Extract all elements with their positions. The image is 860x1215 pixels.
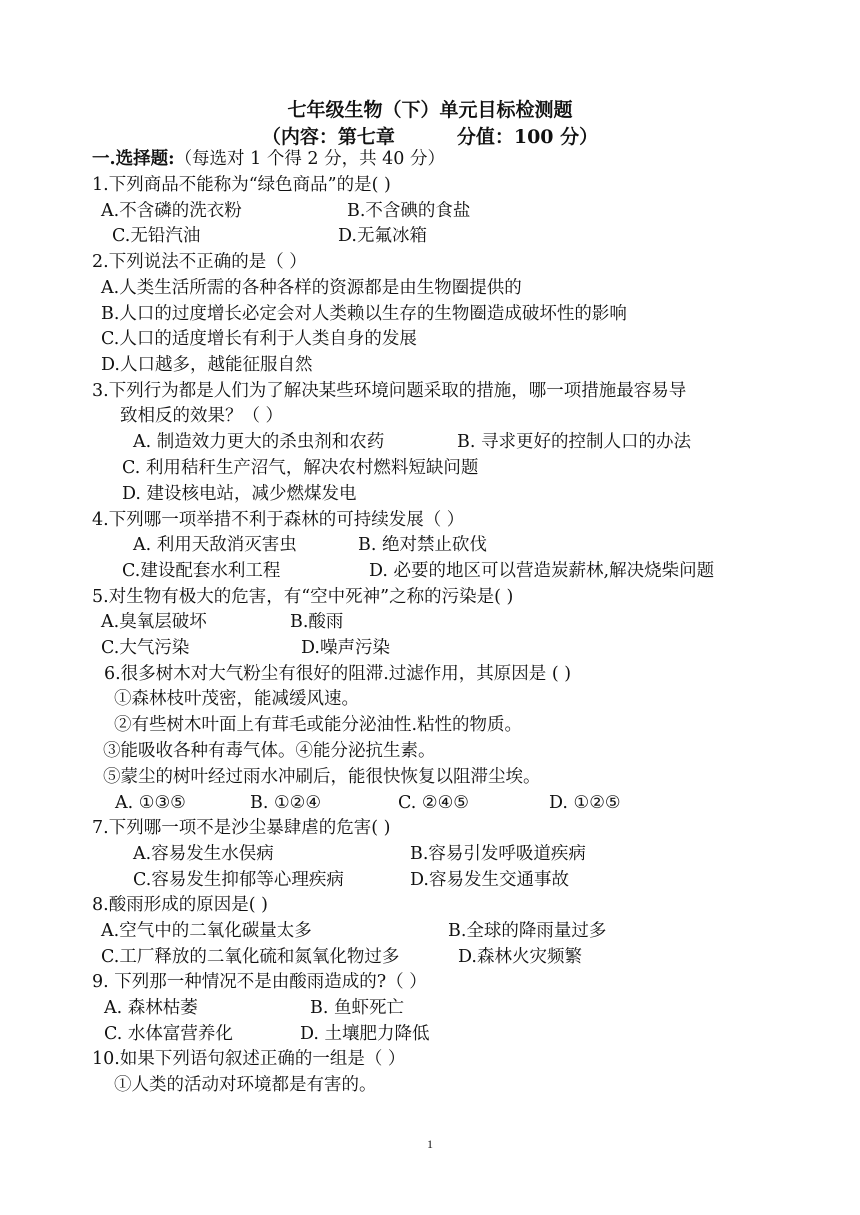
q3-option-d: D. 建设核电站，减少燃煤发电: [122, 484, 357, 504]
q1-option-b: B.不含碘的食盐: [347, 201, 471, 221]
q4-option-a: A. 利用天敌消灭害虫: [133, 535, 297, 555]
q9-option-b: B. 鱼虾死亡: [310, 998, 404, 1018]
question-8: 8.酸雨形成的原因是( ): [92, 895, 268, 915]
q1-option-d: D.无氟冰箱: [338, 226, 427, 246]
question-10: 10.如果下列语句叙述正确的一组是（ ）: [92, 1049, 406, 1069]
q2-option-a: A.人类生活所需的各种各样的资源都是由生物圈提供的: [101, 278, 522, 298]
q8-option-d: D.森林火灾频繁: [458, 947, 582, 967]
q3-option-a: A. 制造效力更大的杀虫剂和农药: [133, 432, 385, 452]
page-number: 1: [427, 1137, 433, 1151]
q8-option-a: A.空气中的二氧化碳量太多: [101, 921, 312, 941]
section-heading: [92, 147, 445, 171]
question-6: 6.很多树木对大气粉尘有很好的阻滞.过滤作用，其原因是 ( ): [104, 664, 572, 684]
q10-statement-1: ①人类的活动对环境都是有害的。: [114, 1075, 377, 1095]
q1-option-c: C.无铅汽油: [112, 226, 201, 246]
q6-statement-1: ①森林枝叶茂密，能减缓风速。: [114, 689, 359, 709]
question-5: 5.对生物有极大的危害，有“空中死神”之称的污染是( ): [92, 587, 514, 607]
q6-option-d: D. ①②⑤: [549, 793, 621, 813]
q5-option-c: C.大气污染: [101, 638, 190, 658]
q3-option-b: B. 寻求更好的控制人口的办法: [457, 432, 691, 452]
q6-option-b: B. ①②④: [250, 793, 322, 813]
subtitle-content: （内容：第七章: [261, 126, 395, 148]
q1-option-a: A.不含磷的洗衣粉: [101, 201, 242, 221]
q5-option-a: A.臭氧层破坏: [101, 612, 207, 632]
q9-option-c: C. 水体富营养化: [104, 1024, 233, 1044]
q8-option-c: C.工厂释放的二氧化硫和氮氧化物过多: [101, 947, 400, 967]
q9-option-d: D. 土壤肥力降低: [300, 1024, 430, 1044]
q2-option-b: B.人口的过度增长必定会对人类赖以生存的生物圈造成破坏性的影响: [101, 304, 627, 324]
q4-option-c: C.建设配套水利工程: [122, 561, 281, 581]
q4-option-d: D. 必要的地区可以营造炭薪林,解决烧柴问题: [369, 561, 715, 581]
question-9: 9. 下列那一种情况不是由酸雨造成的?（ ）: [92, 972, 427, 992]
question-3: 3.下列行为都是人们为了解决某些环境问题采取的措施，哪一项措施最容易导: [92, 381, 687, 401]
question-2: 2.下列说法不正确的是（ ）: [92, 252, 307, 272]
q6-statement-3: ③能吸收各种有毒气体。④能分泌抗生素。: [103, 741, 436, 761]
section-note: （每选对 1 个得 2 分，共 40 分）: [174, 149, 445, 169]
q9-option-a: A. 森林枯萎: [104, 998, 198, 1018]
q2-option-d: D.人口越多，越能征服自然: [101, 355, 313, 375]
q4-option-b: B. 绝对禁止砍伐: [358, 535, 487, 555]
subtitle-score: 分值：100 分）: [456, 126, 599, 148]
question-4: 4.下列哪一项举措不利于森林的可持续发展（ ）: [92, 510, 465, 530]
q3-option-c: C. 利用秸秆生产沼气，解决农村燃料短缺问题: [122, 458, 479, 478]
q6-statement-4: ⑤蒙尘的树叶经过雨水冲刷后，能很快恢复以阻滞尘埃。: [103, 767, 541, 787]
doc-subtitle: [0, 122, 860, 149]
question-3-continued: 致相反的效果？（ ）: [120, 406, 284, 426]
q6-option-a: A. ①③⑤: [115, 793, 186, 813]
section-title: 一.选择题:: [92, 149, 175, 169]
q7-option-b: B.容易引发呼吸道疾病: [410, 844, 586, 864]
q7-option-c: C.容易发生抑郁等心理疾病: [133, 870, 344, 890]
q2-option-c: C.人口的适度增长有利于人类自身的发展: [101, 329, 417, 349]
q6-option-c: C. ②④⑤: [398, 793, 469, 813]
doc-title: 七年级生物（下）单元目标检测题: [287, 99, 573, 121]
q7-option-d: D.容易发生交通事故: [410, 870, 569, 890]
q7-option-a: A.容易发生水俣病: [133, 844, 274, 864]
q8-option-b: B.全球的降雨量过多: [448, 921, 607, 941]
question-1: 1.下列商品不能称为“绿色商品”的是( ): [92, 175, 391, 195]
q6-statement-2: ②有些树木叶面上有茸毛或能分泌油性.粘性的物质。: [114, 715, 523, 735]
q5-option-d: D.噪声污染: [301, 638, 390, 658]
question-7: 7.下列哪一项不是沙尘暴肆虐的危害( ): [92, 818, 391, 838]
q5-option-b: B.酸雨: [290, 612, 344, 632]
